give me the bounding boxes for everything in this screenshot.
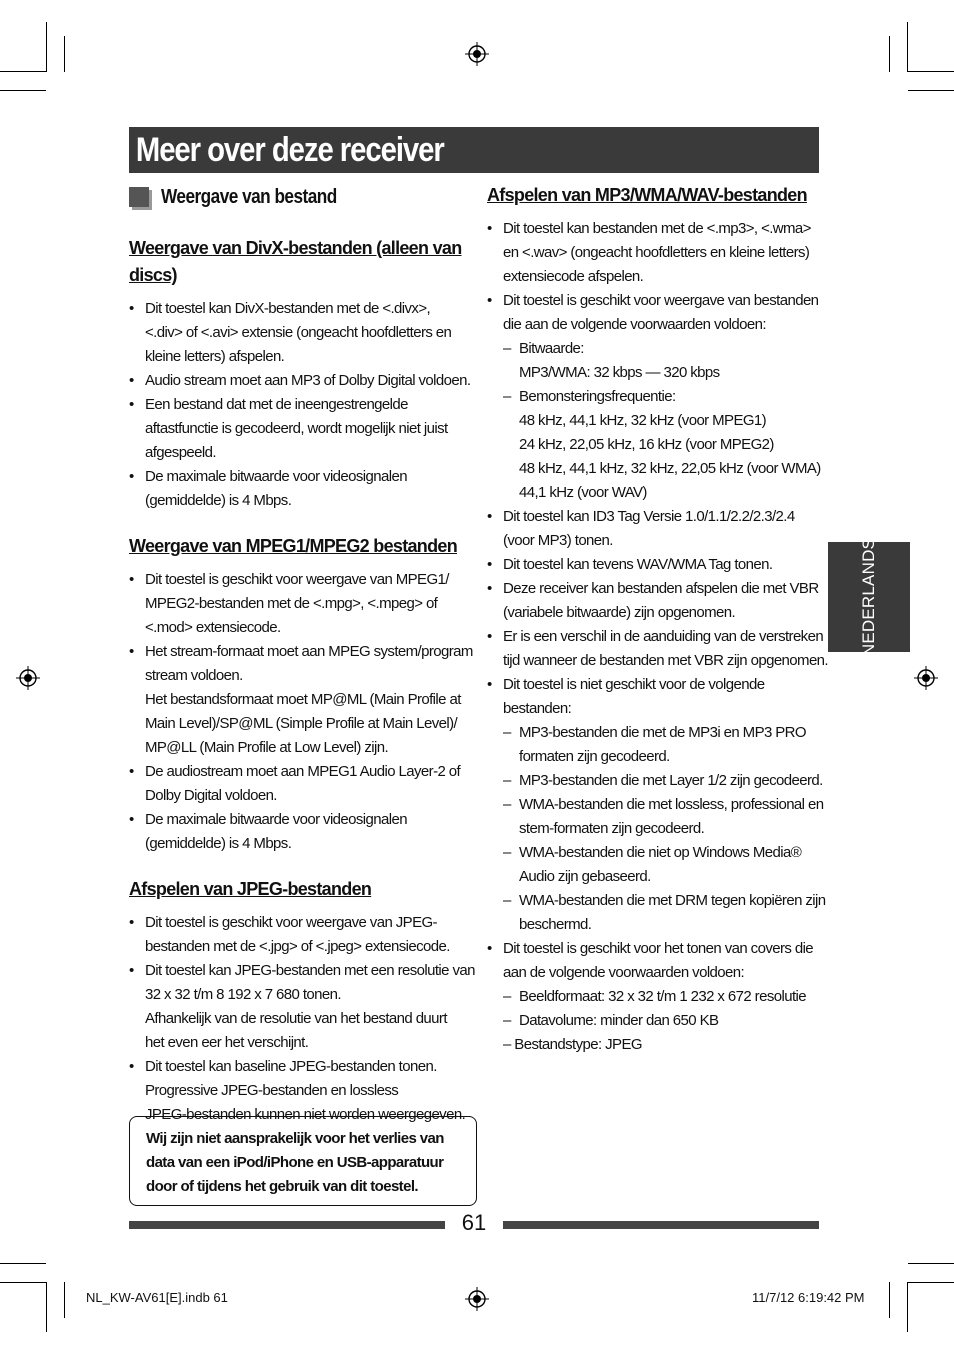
section-heading-mp3: Afspelen van MP3/WMA/WAV-bestanden (487, 185, 807, 205)
jpeg-list (129, 911, 475, 1127)
crop-mark (908, 1263, 954, 1264)
main-heading (129, 183, 469, 211)
sub-item: – WMA-bestanden die niet op Windows Media® Audio zijn gebaseerd. (503, 841, 827, 889)
list-item: • De maximale bitwaarde voor videosignalen (gemiddelde) is 4 Mbps. (129, 465, 469, 513)
list-item: • Audio stream moet aan MP3 of Dolby Digital voldoen. (129, 369, 469, 393)
list-item: • Het stream-formaat moet aan MPEG system/program stream voldoen. Het bestandsformaat moet MP@ML (Main Profile at Main Level)/SP@ML (Simple Profile at Main Level)/ MP@LL (Main Profile at Low Level) zijn. (129, 640, 469, 760)
list-item: • Dit toestel is geschikt voor weergave van bestanden die aan de volgende voorwaarden voldoen: – Bitwaarde: MP3/WMA: 32 kbps — 320 kbps – Bemonsteringsfrequentie: 48 kHz, 44,1 kHz, 32 kHz (voor MPEG1) 24 kHz, 22,05 kHz, 16 kHz (voor MPEG2) 48 kHz, 44,1 kHz, 32 kHz, 22,05 kHz (voor WMA) 44,1 kHz (voor WAV) (487, 289, 827, 505)
sub-item: – MP3-bestanden die met Layer 1/2 zijn gecodeerd. (503, 769, 827, 793)
crop-mark (907, 22, 908, 72)
crop-mark (0, 1282, 46, 1283)
section-heading-mpeg: Weergave van MPEG1/MPEG2 bestanden (129, 536, 457, 556)
crop-mark (889, 1282, 890, 1318)
registration-mark-icon (914, 666, 938, 690)
sub-item: – WMA-bestanden die met DRM tegen kopiëren zijn beschermd. (503, 889, 827, 937)
list-item: • De maximale bitwaarde voor videosignalen (gemiddelde) is 4 Mbps. (129, 808, 469, 856)
list-item: • Dit toestel is geschikt voor het tonen van covers die aan de volgende voorwaarden voldoen: – Beeldformaat: 32 x 32 t/m 1 232 x 672 resolutie – Datavolume: minder dan 650 KB – Bestandstype: JPEG (487, 937, 827, 1057)
list-item: • Dit toestel kan tevens WAV/WMA Tag tonen. (487, 553, 827, 577)
list-item: • Dit toestel kan bestanden met de <.mp3>, <.wma> en <.wav> (ongeacht hoofdletters en kleine letters) extensiecode afspelen. (487, 217, 827, 289)
language-tab (828, 537, 910, 657)
sub-item: – MP3-bestanden die met de MP3i en MP3 PRO formaten zijn gecodeerd. (503, 721, 827, 769)
list-item: • Dit toestel is geschikt voor weergave van JPEG- bestanden met de <.jpg> of <.jpeg> extensiecode. (129, 911, 469, 959)
section-heading-jpeg: Afspelen van JPEG-bestanden (129, 879, 372, 899)
mpeg-list (129, 568, 473, 856)
sub-item: – Beeldformaat: 32 x 32 t/m 1 232 x 672 resolutie (503, 985, 827, 1009)
footer-bar-right (503, 1221, 819, 1229)
sub-item: – Bitwaarde: MP3/WMA: 32 kbps — 320 kbps (503, 337, 827, 385)
right-column (487, 183, 827, 1057)
last-sub-item: – Bestandstype: JPEG (503, 1036, 642, 1053)
crop-mark (64, 1282, 65, 1318)
disclaimer-box: Wij zijn niet aansprakelijk voor het verlies van data van een iPod/iPhone en USB-apparatuur door of tijdens het gebruik van dit toestel. (129, 1116, 477, 1206)
footer-bar-left (129, 1221, 445, 1229)
left-column (129, 183, 475, 1127)
list-item: • Er is een verschil in de aanduiding van de verstreken tijd wanneer de bestanden met VBR zijn opgenomen. (487, 625, 827, 673)
square-bullet-icon (129, 187, 149, 207)
slug-timestamp: 11/7/12 6:19:42 PM (752, 1290, 865, 1305)
crop-mark (908, 90, 954, 91)
list-item: • Dit toestel kan JPEG-bestanden met een resolutie van 32 x 32 t/m 8 192 x 7 680 tonen. Afhankelijk van de resolutie van het bestand duurt het even eer het verschijnt. (129, 959, 469, 1055)
crop-mark (0, 90, 46, 91)
sub-item: – WMA-bestanden die met lossless, professional en stem-formaten zijn gecodeerd. (503, 793, 827, 841)
crop-mark (908, 71, 954, 72)
page-number: 61 (461, 1210, 487, 1235)
crop-mark (0, 71, 46, 72)
mp3-list (487, 217, 827, 1057)
crop-mark (908, 1282, 954, 1283)
section-heading-divx: Weergave van DivX-bestanden (alleen van discs) (129, 238, 462, 285)
list-item: • Deze receiver kan bestanden afspelen die met VBR (variabele bitwaarde) zijn opgenomen. (487, 577, 827, 625)
crop-mark (46, 1282, 47, 1332)
registration-mark-icon (16, 666, 40, 690)
crop-mark (46, 22, 47, 72)
crop-mark (0, 1263, 46, 1264)
registration-mark-icon (465, 1287, 489, 1311)
list-item: • Dit toestel kan DivX-bestanden met de <.divx>, <.div> of <.avi> extensie (ongeacht hoofdletters en kleine letters) afspelen. (129, 297, 469, 369)
language-tab-label: NEDERLANDS (859, 537, 878, 657)
sub-item: – Datavolume: minder dan 650 KB (503, 1009, 827, 1033)
list-item: • De audiostream moet aan MPEG1 Audio Layer-2 of Dolby Digital voldoen. (129, 760, 469, 808)
slug-file: NL_KW-AV61[E].indb 61 (86, 1290, 228, 1305)
crop-mark (889, 36, 890, 72)
divx-list (129, 297, 469, 513)
page-title: Meer over deze receiver (135, 131, 444, 169)
list-item: • Een bestand dat met de ineengestrengelde aftastfunctie is gecodeerd, wordt mogelijk niet juist afgespeeld. (129, 393, 469, 465)
main-heading-text: Weergave van bestand (161, 185, 337, 208)
crop-mark (907, 1282, 908, 1332)
list-item: • Dit toestel kan ID3 Tag Versie 1.0/1.1/2.2/2.3/2.4 (voor MP3) tonen. (487, 505, 827, 553)
sub-item: – Bemonsteringsfrequentie: 48 kHz, 44,1 kHz, 32 kHz (voor MPEG1) 24 kHz, 22,05 kHz, 16 kHz (voor MPEG2) 48 kHz, 44,1 kHz, 32 kHz, 22,05 kHz (voor WMA) 44,1 kHz (voor WAV) (503, 385, 827, 505)
list-item: • Dit toestel kan baseline JPEG-bestanden tonen. Progressive JPEG-bestanden en lossless JPEG-bestanden kunnen niet worden weergegeven. (129, 1055, 469, 1127)
title-bar (129, 127, 819, 173)
list-item: • Dit toestel is geschikt voor weergave van MPEG1/ MPEG2-bestanden met de <.mpg>, <.mpeg> of <.mod> extensiecode. (129, 568, 469, 640)
list-item: • Dit toestel is niet geschikt voor de volgende bestanden: – MP3-bestanden die met de MP3i en MP3 PRO formaten zijn gecodeerd. – MP3-bestanden die met Layer 1/2 zijn gecodeerd. – WMA-bestanden die met lossless, professional en stem-formaten zijn gecodeerd. – WMA-bestanden die niet op Windows Media® Audio zijn gebaseerd. – WMA-bestanden die met DRM tegen kopiëren zijn beschermd. (487, 673, 827, 937)
crop-mark (64, 36, 65, 72)
registration-mark-icon (465, 42, 489, 66)
